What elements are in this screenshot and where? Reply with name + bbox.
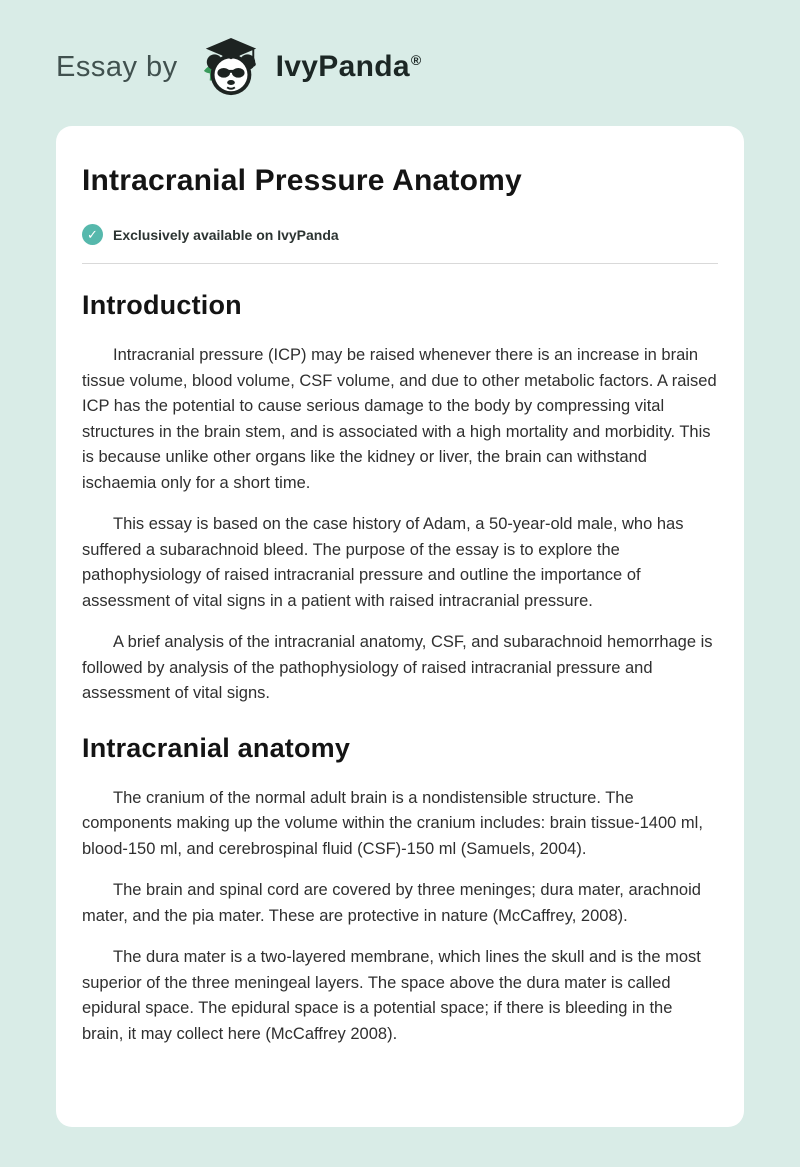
ivypanda-panda-logo-icon — [200, 36, 262, 98]
section-introduction — [82, 290, 718, 707]
essay-card — [56, 126, 744, 1127]
section-intracranial-anatomy — [82, 733, 718, 1048]
page-title: Intracranial Pressure Anatomy — [82, 164, 522, 197]
paragraph: A brief analysis of the intracranial anatomy, CSF, and subarachnoid hemorrhage is followed by analysis of the pathophysiology of raised intracranial pressure and assessment of vital signs. — [82, 633, 713, 702]
paragraph: Intracranial pressure (ICP) may be raised whenever there is an increase in brain tissue volume, blood volume, CSF volume, and due to other metabolic factors. A raised ICP has the potential to cause serious damage to the body by compressing vital structures in the brain stem, and is associated with a high mortality and morbidity. This is because unlike other organs like the kidney or liver, the brain can withstand ischaemia only for a short time. — [82, 346, 717, 492]
essay-by-label: Essay by — [56, 50, 178, 83]
availability-badge — [82, 224, 718, 245]
divider — [82, 263, 718, 264]
paragraph: The dura mater is a two-layered membrane, which lines the skull and is the most superior of the three meningeal layers. The space above the dura mater is called epidural space. The epidural space is a potential space; if there is bleeding in the brain, it may collect here (McCaffrey 2008). — [82, 948, 701, 1043]
paragraph: This essay is based on the case history of Adam, a 50-year-old male, who has suffered a subarachnoid bleed. The purpose of the essay is to explore the pathophysiology of raised intracranial pressure and outline the importance of assessment of vital signs in a patient with raised intracranial pressure. — [82, 515, 684, 610]
paragraph: The brain and spinal cord are covered by three meninges; dura mater, arachnoid mater, and the pia mater. These are protective in nature (McCaffrey, 2008). — [82, 881, 701, 925]
check-icon: ✓ — [82, 224, 103, 245]
ivypanda-brand-name — [276, 50, 422, 84]
section-heading-intracranial-anatomy: Intracranial anatomy — [82, 732, 351, 763]
paragraph: The cranium of the normal adult brain is a nondistensible structure. The components making up the volume within the cranium includes: brain tissue-1400 ml, blood-150 ml, and cerebrospinal fluid (CSF)-150 ml (Samuels, 2004). — [82, 788, 703, 858]
availability-badge-label: Exclusively available on IvyPanda — [113, 226, 339, 243]
registered-trademark-symbol: ® — [410, 52, 422, 68]
site-header — [0, 0, 800, 126]
section-heading-introduction: Introduction — [82, 290, 242, 320]
brand-text: IvyPanda — [275, 50, 410, 83]
